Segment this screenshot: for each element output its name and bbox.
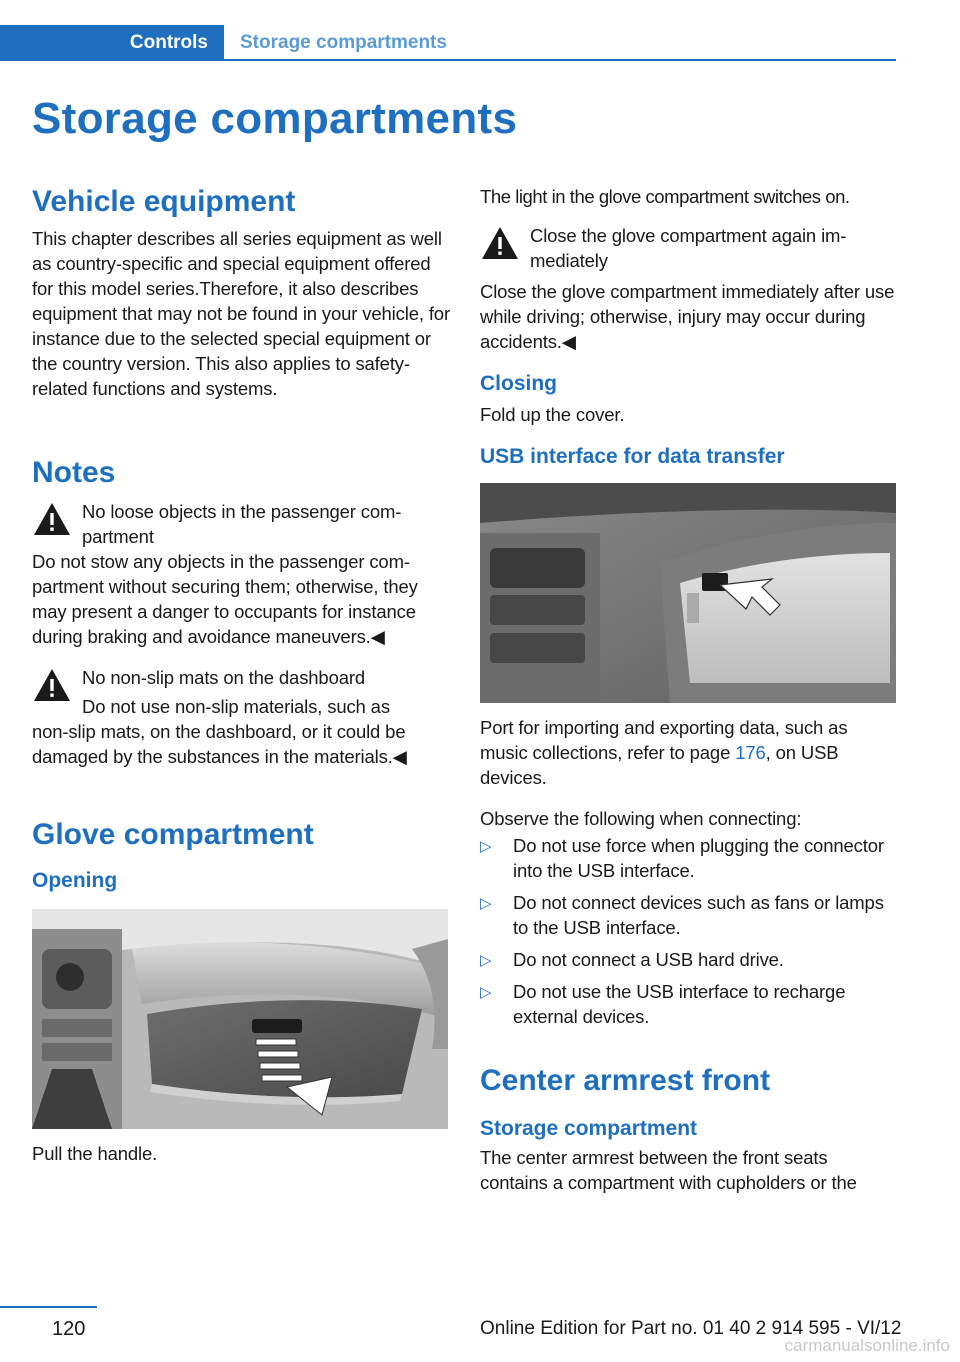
usb-text-post: , on USB devices. xyxy=(480,742,839,788)
warning-loose-objects xyxy=(32,499,452,549)
footer-divider xyxy=(0,1306,97,1308)
warning-title: No loose objects in the passenger compartment xyxy=(82,501,402,547)
armrest-text: The center armrest between the front seats contains a compartment with cupholders or the xyxy=(480,1147,857,1193)
warning-triangle-icon xyxy=(32,667,72,703)
triangle-right-icon: ▷ xyxy=(480,984,492,1001)
triangle-right-icon: ▷ xyxy=(480,952,492,969)
heading-notes: Notes xyxy=(32,456,116,489)
section-tab-controls[interactable] xyxy=(0,25,224,61)
subheading-opening: Opening xyxy=(32,869,118,892)
heading-vehicle-equipment: Vehicle equipment xyxy=(32,185,296,218)
usb-interface-photo xyxy=(480,483,896,703)
list-item-text: Do not connect a USB hard drive. xyxy=(513,949,784,970)
warning-body: Do not stow any objects in the passenger compartment without securing them; otherwise, they may present a danger to occupants for instance during braking and avoidance maneuvers.◀ xyxy=(32,551,418,647)
page-title: Storage compartments xyxy=(32,94,518,143)
page-176-link[interactable]: 176 xyxy=(735,742,766,763)
warning-body: non-slip mats, on the dashboard, or it could be damaged by the substances in the materials.◀ xyxy=(32,721,407,767)
glove-compartment-photo xyxy=(32,909,452,1129)
subheading-storage-compartment: Storage compartment xyxy=(480,1117,698,1140)
list-item xyxy=(480,947,896,972)
subheading-closing: Closing xyxy=(480,372,557,395)
right-column xyxy=(480,184,896,1195)
triangle-right-icon: ▷ xyxy=(480,838,492,855)
list-item-text: Do not connect devices such as fans or lamps to the USB interface. xyxy=(513,892,884,938)
watermark: carmanualsonline.info xyxy=(784,1336,950,1355)
warning-close-glove xyxy=(480,223,896,273)
warning-body: Close the glove compartment immediately after use while driving; otherwise, injury may occur during accidents.◀ xyxy=(480,281,895,352)
list-item-text: Do not use the USB interface to recharge external devices. xyxy=(513,981,846,1027)
list-item xyxy=(480,833,896,883)
header-divider xyxy=(224,59,896,61)
page-number: 120 xyxy=(52,1318,86,1340)
vehicle-equipment-text: This chapter describes all series equipment as well as country-specific and special equipment offered for this model series.Therefore, it also describes equipment that may not be found in your vehicle, for instance due to the selected special equipment or the country version. This also applies to safety-related functions and systems. xyxy=(32,228,450,399)
usb-text-pre: Port for importing and exporting data, such as music collections, refer to page xyxy=(480,717,848,763)
warning-title: Close the glove compartment again immediately xyxy=(530,225,847,271)
usb-description xyxy=(480,715,896,790)
list-item xyxy=(480,890,896,940)
observe-text: Observe the following when connecting: xyxy=(480,808,802,829)
edition-text: Online Edition for Part no. 01 40 2 914 595 - VI/12 xyxy=(480,1318,902,1339)
opening-caption: Pull the handle. xyxy=(32,1143,158,1164)
triangle-right-icon: ▷ xyxy=(480,895,492,912)
subheading-usb-interface: USB interface for data transfer xyxy=(480,445,785,468)
list-item-text: Do not use force when plugging the connector into the USB interface. xyxy=(513,835,884,881)
warning-title: No non-slip mats on the dashboard xyxy=(82,667,366,688)
chapter-tab-storage[interactable]: Storage compartments xyxy=(240,32,447,53)
warning-triangle-icon xyxy=(32,501,72,537)
closing-text: Fold up the cover. xyxy=(480,404,625,425)
warning-non-slip-mats xyxy=(32,665,452,719)
glove-light-text: The light in the glove compartment switches on. xyxy=(480,186,850,207)
page-header xyxy=(0,25,960,61)
warning-triangle-icon xyxy=(480,225,520,261)
heading-center-armrest: Center armrest front xyxy=(480,1064,771,1097)
list-item xyxy=(480,979,896,1029)
left-column xyxy=(32,184,452,1166)
section-tab-label: Controls xyxy=(129,32,208,53)
warning-body-first-line: Do not use non-slip materials, such as xyxy=(82,696,390,717)
heading-glove-compartment: Glove compartment xyxy=(32,818,314,851)
usb-rules-list xyxy=(480,833,896,1029)
